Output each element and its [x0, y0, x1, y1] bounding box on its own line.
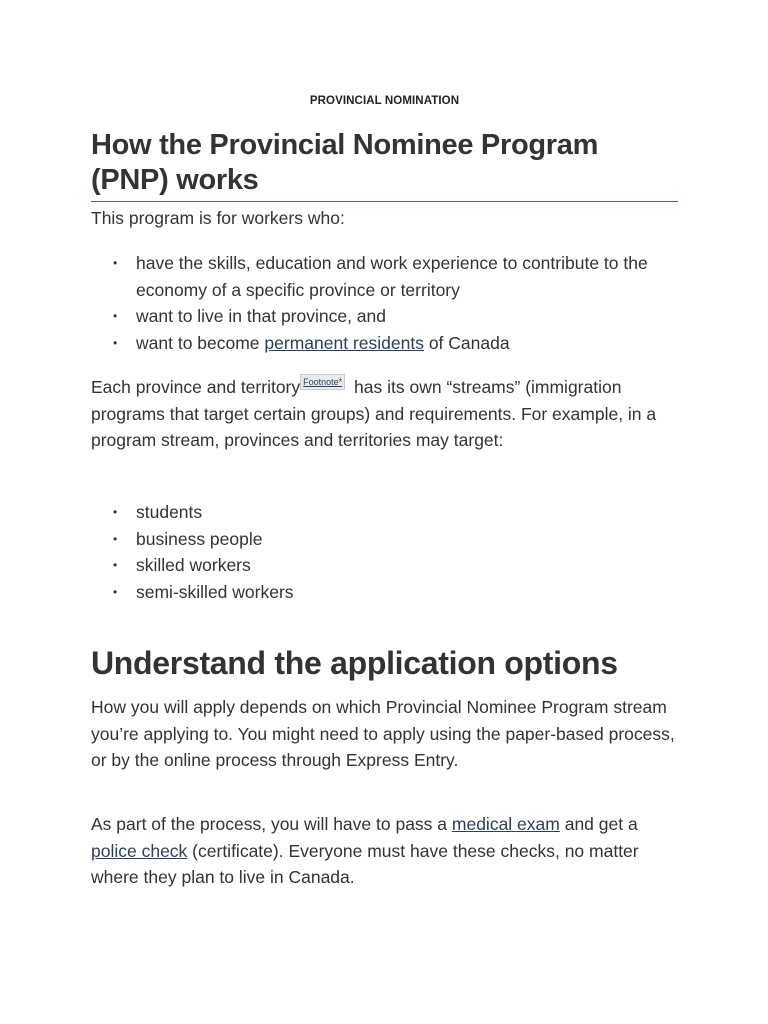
list-item: • semi-skilled workers — [136, 579, 678, 606]
streams-paragraph: Each province and territory Footnote* has its own “streams” (immigration programs that target certain groups) and requirements. For example, in a program stream, provinces and territories may target: — [91, 374, 678, 454]
criteria-list — [91, 250, 678, 356]
checks-paragraph: As part of the process, you will have to pass a medical exam and get a police check (certificate). Everyone must have these checks, no matter where they plan to live in Canada. — [91, 814, 639, 887]
section-heading: Understand the application options — [91, 645, 618, 681]
list-item: • have the skills, education and work experience to contribute to the economy of a specific province or territory — [136, 250, 678, 303]
list-item: • want to become permanent residents of Canada — [136, 330, 678, 357]
list-item: • business people — [136, 526, 678, 553]
list-item: • students — [136, 499, 678, 526]
medical-exam-link[interactable]: medical exam — [451, 814, 560, 834]
page-title: How the Provincial Nominee Program (PNP) works — [91, 129, 599, 196]
footnote-link[interactable]: Footnote* — [300, 374, 345, 390]
targets-list — [91, 499, 678, 605]
permanent-residents-link[interactable]: permanent residents — [264, 332, 424, 353]
police-check-link[interactable]: police check — [91, 840, 188, 861]
title-divider — [91, 201, 678, 202]
intro-text: This program is for workers who: — [91, 208, 345, 228]
section-kicker: PROVINCIAL NOMINATION — [309, 95, 460, 107]
apply-paragraph: How you will apply depends on which Provincial Nominee Program stream you’re applying to. You might need to apply using the paper-based process, or by the online process through Express Entry. — [91, 697, 675, 770]
list-item: • want to live in that province, and — [136, 303, 678, 330]
list-item: • skilled workers — [136, 552, 678, 579]
